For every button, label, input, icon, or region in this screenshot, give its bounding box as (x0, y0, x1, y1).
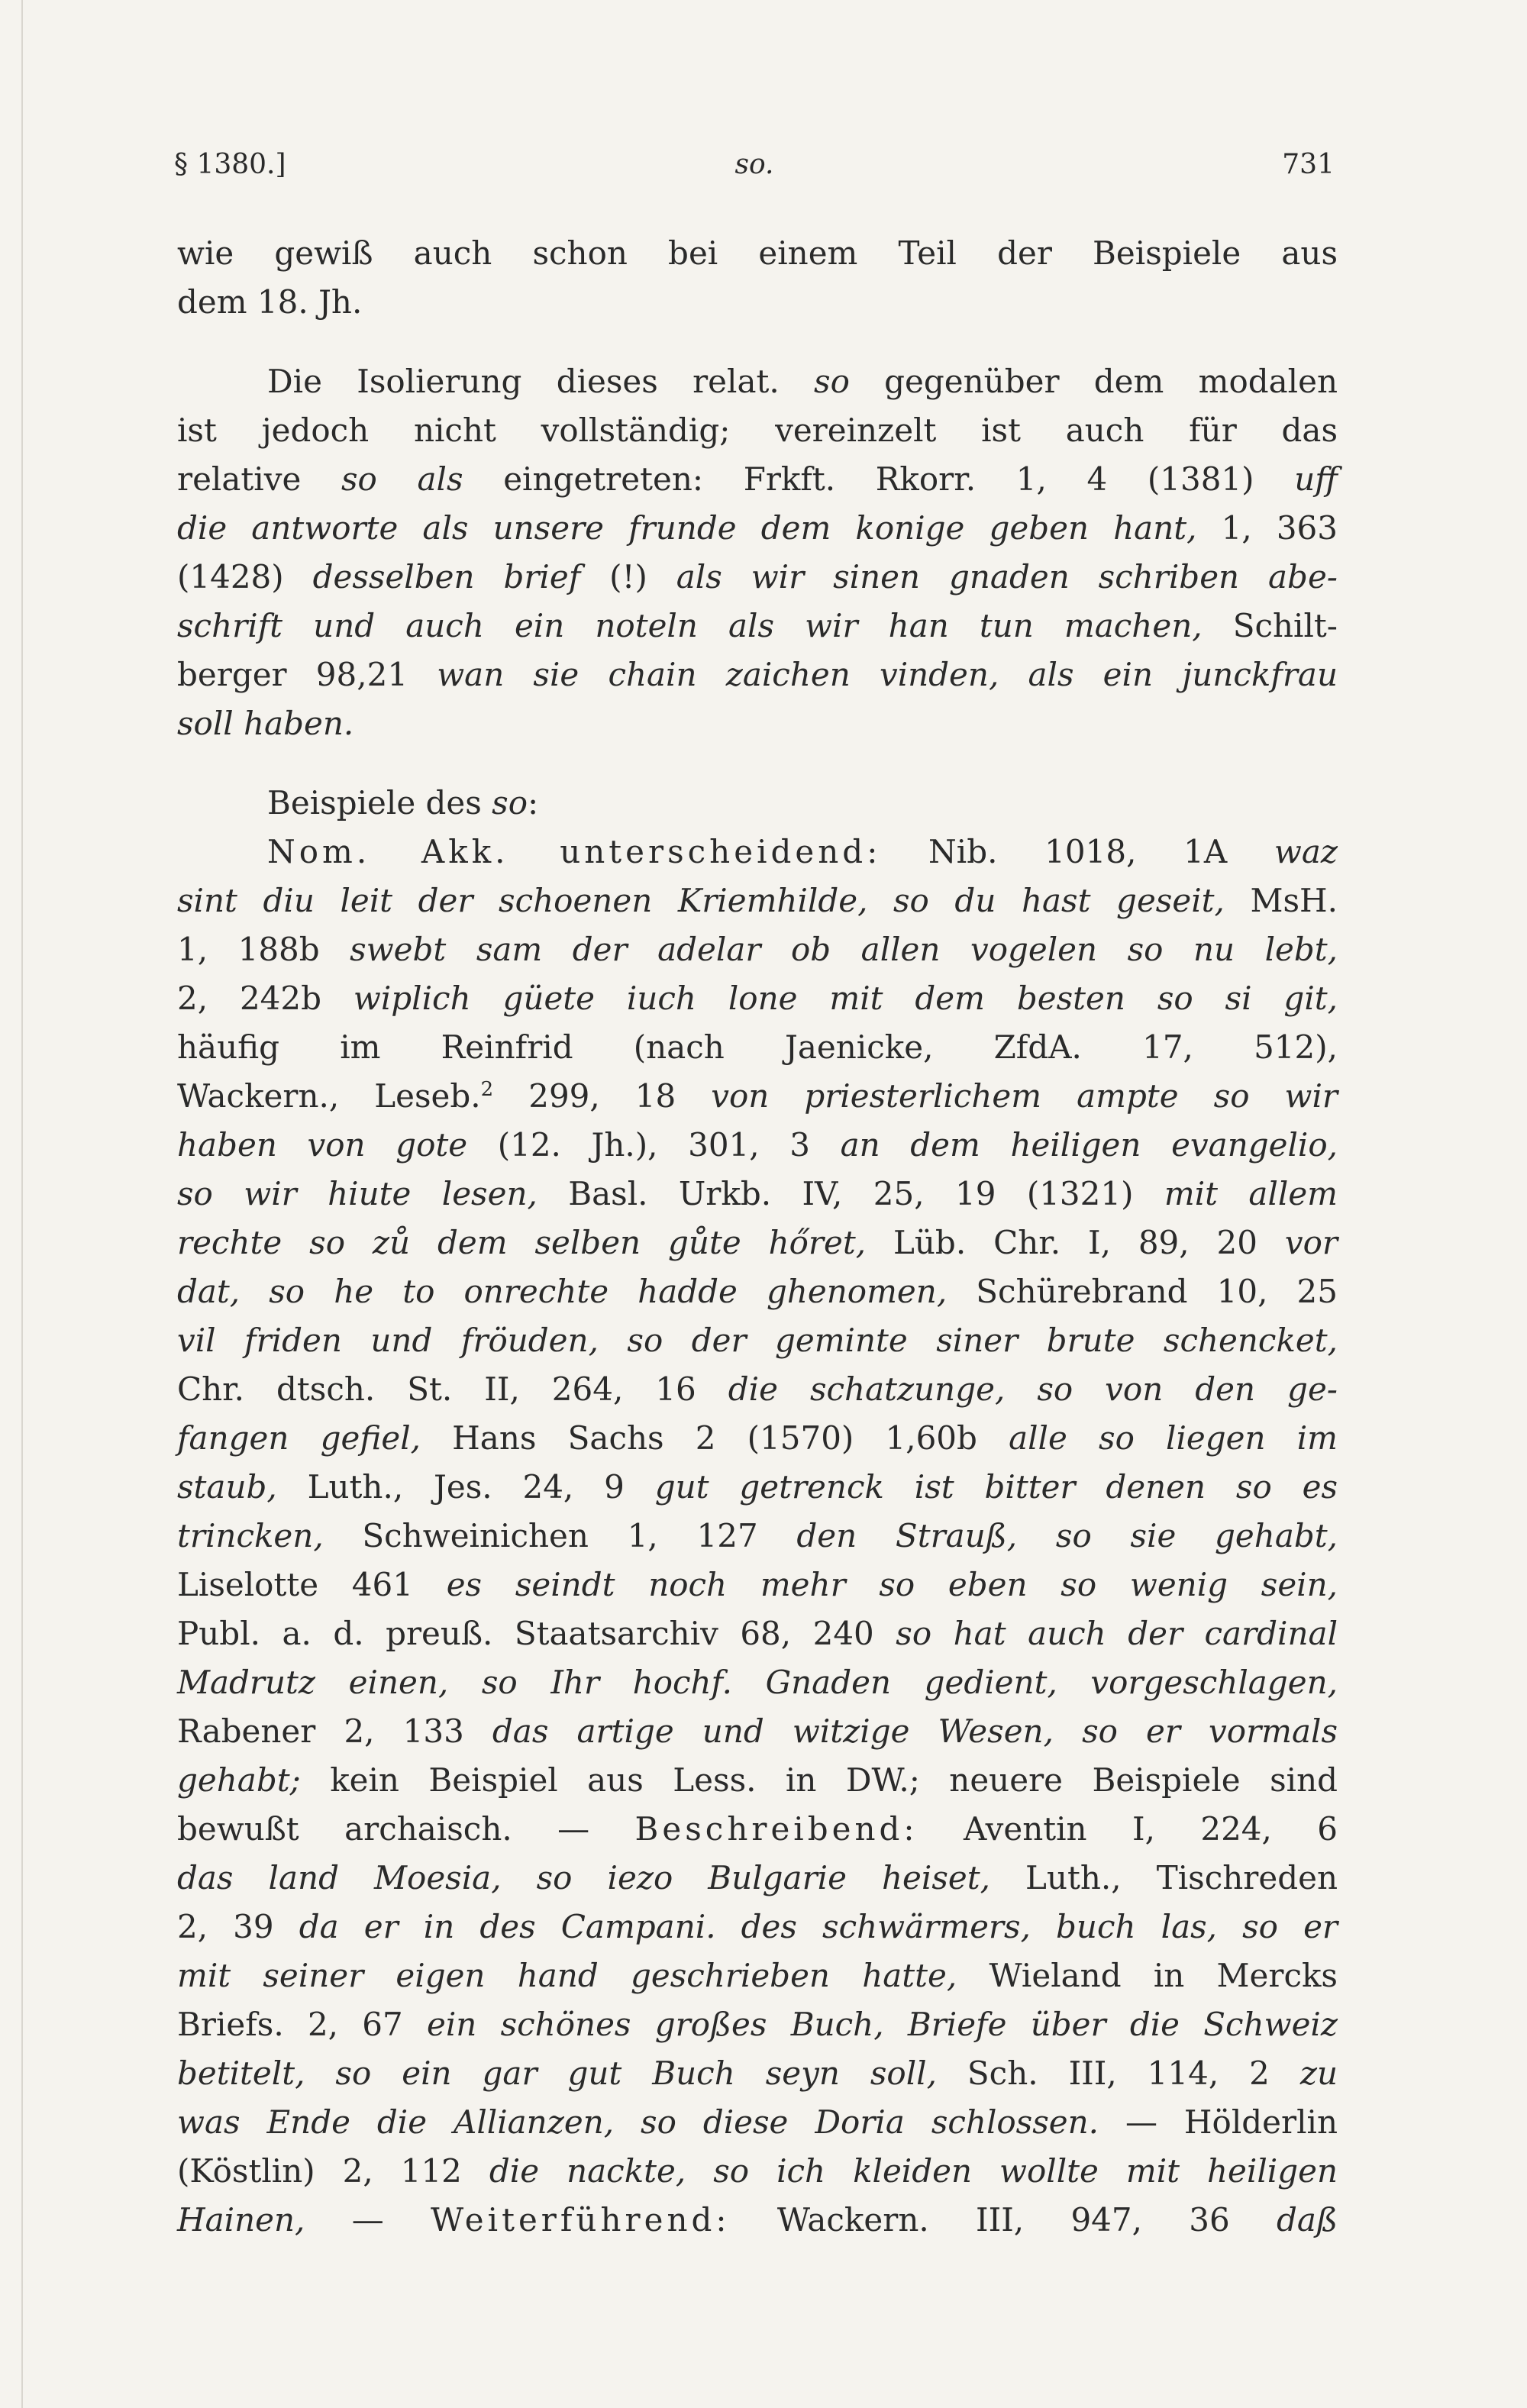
text-line (177, 1756, 1338, 1805)
text-segment: 1, 188b (177, 931, 350, 968)
italic-quote: den Strauß, so sie gehabt, (796, 1517, 1338, 1554)
italic-quote: von priesterlichem ampte so wir (711, 1077, 1338, 1115)
italic-quote: Hainen, (177, 2201, 305, 2239)
italic-quote: was Ende die Allianzen, so diese Doria schlossen. (177, 2103, 1099, 2141)
italic-quote: schrift und auch ein noteln als wir han tun machen, (177, 607, 1203, 644)
italic-quote: desselben brief (312, 558, 581, 596)
text-line (177, 699, 1338, 748)
text-segment: Schilt- (1202, 607, 1338, 644)
text-line (177, 1658, 1338, 1707)
text-segment: eingetreten: Frkft. Rkorr. 1, 4 (1381) (463, 460, 1295, 498)
text-line (177, 1951, 1338, 2000)
italic-quote: die nackte, so ich kleiden wollte mit heiligen (489, 2152, 1338, 2190)
text-segment: wie gewiß auch schon bei einem Teil der Beispiele aus (177, 234, 1338, 272)
text-line (177, 1121, 1338, 1170)
text-segment: Chr. dtsch. St. II, 264, 16 (177, 1370, 728, 1408)
text-segment: (12. Jh.), 301, 3 (467, 1126, 841, 1164)
italic-quote: ein schönes großes Buch, Briefe über die Schweiz (427, 2006, 1338, 2043)
italic-quote: alle so liegen im (1009, 1419, 1338, 1457)
text-line (177, 1561, 1338, 1609)
italic-quote: zu (1299, 2055, 1338, 2092)
text-line (177, 650, 1338, 699)
text-line (177, 1219, 1338, 1267)
italic-quote: das artige und witzige Wesen, so er vormals (492, 1712, 1338, 1750)
text-line (177, 455, 1338, 504)
italic-quote: so als (341, 460, 463, 498)
italic-quote: haben von gote (177, 1126, 468, 1164)
text-line (177, 1854, 1338, 1903)
text-segment: 1, 363 (1196, 509, 1338, 547)
italic-quote: wiplich güete iuch lone mit dem besten so si git, (353, 980, 1338, 1017)
italic-quote: dat, so he to onrechte hadde ghenomen, (177, 1273, 948, 1310)
text-line (177, 1316, 1338, 1365)
text-line (177, 1365, 1338, 1414)
section-number: § 1380.] (174, 149, 286, 180)
text-segment: Rabener 2, 133 (177, 1712, 492, 1750)
text-segment: Liselotte 461 (177, 1566, 447, 1603)
text-segment: (1428) (177, 558, 313, 596)
text-segment: gegenüber dem modalen (849, 363, 1338, 400)
text-line (177, 1170, 1338, 1219)
text-line (177, 828, 1338, 876)
text-line (177, 1609, 1338, 1658)
italic-quote: so (492, 784, 528, 821)
text-line (177, 1023, 1338, 1072)
italic-quote: das land Moesia, so iezo Bulgarie heiset, (177, 1859, 990, 1896)
text-segment: — (305, 2201, 431, 2239)
text-segment: Lüb. Chr. I, 89, 20 (866, 1224, 1285, 1261)
text-segment: 2, 39 (177, 1908, 299, 1945)
italic-quote: so (814, 363, 850, 400)
text-line (177, 278, 1338, 327)
text-line (177, 602, 1338, 650)
body-text (177, 229, 1338, 2245)
text-line (177, 2196, 1338, 2245)
page-number: 731 (1282, 149, 1335, 180)
text-line (177, 1072, 1338, 1121)
header-keyword: so. (734, 149, 774, 180)
text-segment: kein Beispiel aus Less. in DW.; neuere Beispiele sind (300, 1761, 1338, 1799)
italic-quote: mit seiner eigen hand geschrieben hatte, (177, 1957, 957, 1994)
page-edge-line (21, 0, 23, 2408)
spaced-heading: Weiterführend: (431, 2201, 731, 2239)
italic-quote: fangen gefiel, (177, 1419, 421, 1457)
text-segment: Hans Sachs 2 (1570) 1,60b (421, 1419, 1009, 1457)
text-line (177, 925, 1338, 974)
text-segment: Schweinichen 1, 127 (323, 1517, 797, 1554)
text-segment: ist jedoch nicht vollständig; vereinzelt ist auch für das (177, 412, 1338, 449)
text-segment: — Hölderlin (1099, 2103, 1338, 2141)
text-segment: häufig im Reinfrid (nach Jaenicke, ZfdA. 17, 512), (177, 1028, 1338, 1066)
text-line (177, 406, 1338, 455)
text-segment: Briefs. 2, 67 (177, 2006, 427, 2043)
text-segment: Beispiele des (267, 784, 492, 821)
text-line (177, 357, 1338, 406)
text-line (177, 1903, 1338, 1951)
italic-quote: swebt sam der adelar ob allen vogelen so nu lebt, (350, 931, 1338, 968)
text-line (177, 1414, 1338, 1463)
italic-quote: die schatzunge, so von den ge- (728, 1370, 1338, 1408)
italic-quote: vor (1284, 1224, 1338, 1261)
text-line (177, 1707, 1338, 1756)
text-segment: Sch. III, 114, 2 (936, 2055, 1300, 2092)
text-segment: Publ. a. d. preuß. Staatsarchiv 68, 240 (177, 1615, 896, 1652)
text-segment: 299, 18 (493, 1077, 712, 1115)
text-line (177, 504, 1338, 553)
text-line (177, 2147, 1338, 2196)
spaced-heading: Nom. Akk. unterscheidend: (267, 833, 882, 870)
italic-quote: es seindt noch mehr so eben so wenig sein, (446, 1566, 1338, 1603)
italic-quote: da er in des Campani. des schwärmers, buch las, so er (299, 1908, 1338, 1945)
text-line (177, 1267, 1338, 1316)
italic-quote: daß (1277, 2201, 1338, 2239)
spaced-heading: Beschreibend: (634, 1810, 918, 1848)
text-segment: relative (177, 460, 341, 498)
text-line (177, 553, 1338, 602)
text-segment: Basl. Urkb. IV, 25, 19 (1321) (537, 1175, 1164, 1212)
text-line (177, 1805, 1338, 1854)
italic-quote: sint diu leit der schoenen Kriemhilde, so du hast geseit, (177, 882, 1225, 919)
text-segment: : (528, 784, 539, 821)
text-segment: Wackern. III, 947, 36 (730, 2201, 1277, 2239)
italic-quote: Madrutz einen, so Ihr hochf. Gnaden gedient, vorgeschlagen, (177, 1664, 1338, 1701)
text-segment: bewußt archaisch. — (177, 1810, 635, 1848)
text-segment: berger 98,21 (177, 656, 437, 693)
italic-quote: vil friden und fröuden, so der geminte siner brute schencket, (177, 1322, 1338, 1359)
text-segment: Luth., Jes. 24, 9 (276, 1468, 655, 1506)
italic-quote: trincken, (177, 1517, 324, 1554)
text-line (177, 1463, 1338, 1512)
italic-quote: wan sie chain zaichen vinden, als ein junckfrau (437, 656, 1338, 693)
text-line (177, 2049, 1338, 2098)
text-segment: Schürebrand 10, 25 (947, 1273, 1338, 1310)
italic-quote: soll haben. (177, 705, 354, 742)
text-segment: MsH. (1224, 882, 1338, 919)
italic-quote: staub, (177, 1468, 277, 1506)
italic-quote: die antworte als unsere frunde dem konige geben hant, (177, 509, 1197, 547)
italic-quote: gut getrenck ist bitter denen so es (654, 1468, 1338, 1506)
text-segment: Nib. 1018, 1A (881, 833, 1274, 870)
text-segment: Wackern., Leseb. (177, 1077, 481, 1115)
italic-quote: mit allem (1164, 1175, 1338, 1212)
running-header (174, 142, 1335, 188)
italic-quote: betitelt, so ein gar gut Buch seyn soll, (177, 2055, 937, 2092)
text-line (177, 876, 1338, 925)
text-segment: (Köstlin) 2, 112 (177, 2152, 489, 2190)
text-line (177, 229, 1338, 278)
italic-quote: als wir sinen gnaden schriben abe- (676, 558, 1338, 596)
text-segment: dem 18. Jh. (177, 283, 363, 321)
italic-quote: waz (1274, 833, 1338, 870)
text-line (177, 1512, 1338, 1561)
italic-quote: so hat auch der cardinal (896, 1615, 1338, 1652)
text-segment: Wieland in Mercks (957, 1957, 1338, 1994)
superscript: 2 (480, 1078, 494, 1101)
text-segment: Luth., Tischreden (989, 1859, 1338, 1896)
italic-quote: rechte so zů dem selben gůte hőret, (177, 1224, 867, 1261)
italic-quote: gehabt; (177, 1761, 301, 1799)
text-segment: Die Isolierung dieses relat. (267, 363, 815, 400)
italic-quote: so wir hiute lesen, (177, 1175, 538, 1212)
italic-quote: an dem heiligen evangelio, (840, 1126, 1338, 1164)
text-segment: Aventin I, 224, 6 (918, 1810, 1338, 1848)
text-line (177, 2098, 1338, 2147)
text-segment: 2, 242b (177, 980, 354, 1017)
text-line (177, 779, 1338, 828)
text-segment: (!) (580, 558, 676, 596)
italic-quote: uff (1294, 460, 1338, 498)
text-line (177, 974, 1338, 1023)
text-line (177, 2000, 1338, 2049)
